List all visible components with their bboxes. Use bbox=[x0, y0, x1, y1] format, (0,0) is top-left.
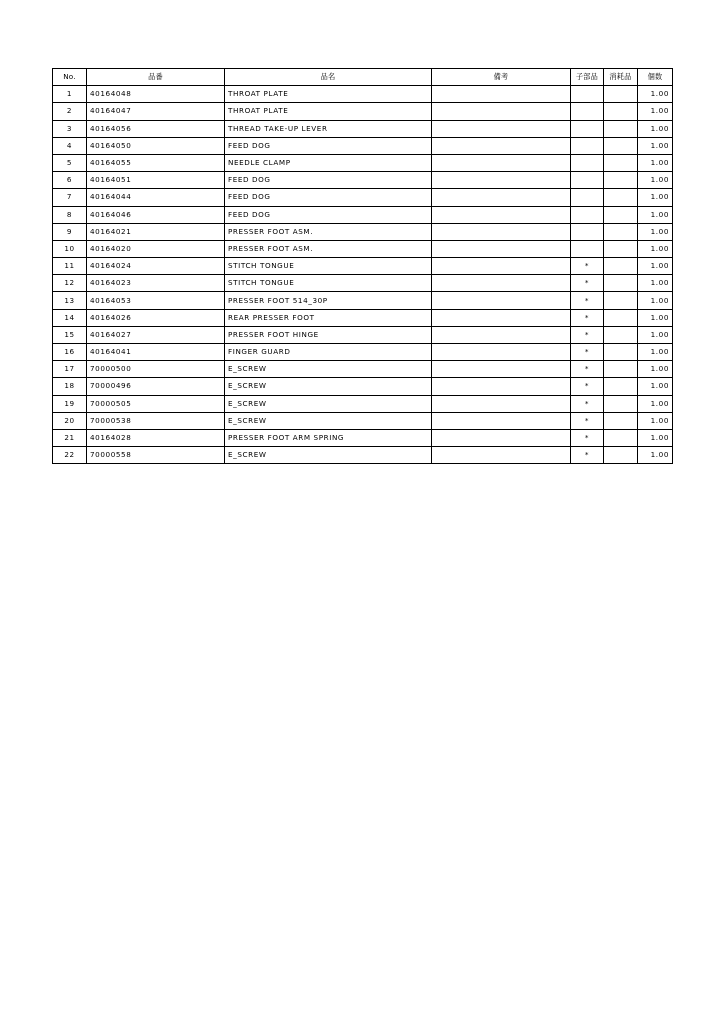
table-row bbox=[53, 429, 673, 446]
table-row bbox=[53, 361, 673, 378]
header-sub-part: 子部品 bbox=[571, 69, 604, 86]
cell-remarks bbox=[432, 344, 571, 361]
cell-remarks bbox=[432, 240, 571, 257]
cell-consumable-mark bbox=[604, 412, 638, 429]
cell-consumable-mark bbox=[604, 309, 638, 326]
cell-part-number: 70000558 bbox=[87, 447, 225, 464]
parts-list-sheet bbox=[52, 68, 672, 464]
cell-quantity: 1.00 bbox=[638, 154, 673, 171]
cell-no: 19 bbox=[53, 395, 87, 412]
cell-quantity: 1.00 bbox=[638, 361, 673, 378]
table-row bbox=[53, 86, 673, 103]
cell-part-name: FEED DOG bbox=[225, 189, 432, 206]
cell-part-number: 70000538 bbox=[87, 412, 225, 429]
cell-consumable-mark bbox=[604, 154, 638, 171]
cell-part-number: 40164053 bbox=[87, 292, 225, 309]
cell-sub-part-mark: * bbox=[571, 447, 604, 464]
cell-consumable-mark bbox=[604, 378, 638, 395]
parts-table-header bbox=[53, 69, 673, 86]
cell-part-name: PRESSER FOOT ARM SPRING bbox=[225, 429, 432, 446]
cell-remarks bbox=[432, 361, 571, 378]
cell-consumable-mark bbox=[604, 120, 638, 137]
parts-table bbox=[52, 68, 673, 464]
cell-part-number: 70000496 bbox=[87, 378, 225, 395]
table-row bbox=[53, 189, 673, 206]
table-row bbox=[53, 120, 673, 137]
parts-table-body bbox=[53, 86, 673, 464]
cell-consumable-mark bbox=[604, 395, 638, 412]
cell-part-name: STITCH TONGUE bbox=[225, 275, 432, 292]
cell-sub-part-mark bbox=[571, 103, 604, 120]
cell-part-name: PRESSER FOOT 514_30P bbox=[225, 292, 432, 309]
cell-part-number: 40164048 bbox=[87, 86, 225, 103]
cell-no: 16 bbox=[53, 344, 87, 361]
cell-sub-part-mark: * bbox=[571, 275, 604, 292]
cell-no: 5 bbox=[53, 154, 87, 171]
cell-part-name: PRESSER FOOT HINGE bbox=[225, 326, 432, 343]
cell-part-number: 40164024 bbox=[87, 258, 225, 275]
cell-quantity: 1.00 bbox=[638, 344, 673, 361]
cell-part-name: E_SCREW bbox=[225, 447, 432, 464]
cell-no: 11 bbox=[53, 258, 87, 275]
cell-consumable-mark bbox=[604, 361, 638, 378]
cell-part-number: 40164050 bbox=[87, 137, 225, 154]
cell-quantity: 1.00 bbox=[638, 223, 673, 240]
cell-no: 2 bbox=[53, 103, 87, 120]
cell-quantity: 1.00 bbox=[638, 258, 673, 275]
cell-no: 17 bbox=[53, 361, 87, 378]
cell-consumable-mark bbox=[604, 223, 638, 240]
cell-sub-part-mark: * bbox=[571, 429, 604, 446]
cell-part-number: 40164055 bbox=[87, 154, 225, 171]
cell-quantity: 1.00 bbox=[638, 326, 673, 343]
cell-no: 18 bbox=[53, 378, 87, 395]
cell-consumable-mark bbox=[604, 447, 638, 464]
cell-consumable-mark bbox=[604, 103, 638, 120]
cell-part-name: FEED DOG bbox=[225, 137, 432, 154]
cell-remarks bbox=[432, 172, 571, 189]
cell-quantity: 1.00 bbox=[638, 240, 673, 257]
table-row bbox=[53, 154, 673, 171]
cell-consumable-mark bbox=[604, 240, 638, 257]
cell-sub-part-mark bbox=[571, 206, 604, 223]
cell-sub-part-mark bbox=[571, 172, 604, 189]
cell-part-number: 40164023 bbox=[87, 275, 225, 292]
table-row bbox=[53, 172, 673, 189]
cell-remarks bbox=[432, 447, 571, 464]
cell-remarks bbox=[432, 137, 571, 154]
cell-sub-part-mark bbox=[571, 154, 604, 171]
cell-sub-part-mark: * bbox=[571, 378, 604, 395]
header-row bbox=[53, 69, 673, 86]
cell-part-name: E_SCREW bbox=[225, 395, 432, 412]
cell-consumable-mark bbox=[604, 172, 638, 189]
cell-part-name: THREAD TAKE-UP LEVER bbox=[225, 120, 432, 137]
cell-no: 15 bbox=[53, 326, 87, 343]
cell-part-number: 40164028 bbox=[87, 429, 225, 446]
cell-consumable-mark bbox=[604, 189, 638, 206]
cell-sub-part-mark bbox=[571, 120, 604, 137]
cell-remarks bbox=[432, 103, 571, 120]
cell-consumable-mark bbox=[604, 258, 638, 275]
cell-quantity: 1.00 bbox=[638, 447, 673, 464]
table-row bbox=[53, 137, 673, 154]
cell-sub-part-mark bbox=[571, 240, 604, 257]
cell-remarks bbox=[432, 223, 571, 240]
table-row bbox=[53, 412, 673, 429]
cell-part-name: PRESSER FOOT ASM. bbox=[225, 240, 432, 257]
cell-sub-part-mark: * bbox=[571, 292, 604, 309]
cell-quantity: 1.00 bbox=[638, 378, 673, 395]
cell-no: 7 bbox=[53, 189, 87, 206]
cell-consumable-mark bbox=[604, 429, 638, 446]
cell-no: 6 bbox=[53, 172, 87, 189]
cell-part-number: 70000500 bbox=[87, 361, 225, 378]
header-part-number: 品番 bbox=[87, 69, 225, 86]
cell-part-number: 40164046 bbox=[87, 206, 225, 223]
table-row bbox=[53, 447, 673, 464]
table-row bbox=[53, 292, 673, 309]
cell-part-name: THROAT PLATE bbox=[225, 86, 432, 103]
cell-consumable-mark bbox=[604, 137, 638, 154]
header-part-name: 品名 bbox=[225, 69, 432, 86]
cell-no: 20 bbox=[53, 412, 87, 429]
cell-sub-part-mark: * bbox=[571, 326, 604, 343]
cell-remarks bbox=[432, 258, 571, 275]
cell-no: 13 bbox=[53, 292, 87, 309]
cell-remarks bbox=[432, 429, 571, 446]
cell-part-name: FEED DOG bbox=[225, 172, 432, 189]
cell-part-number: 40164041 bbox=[87, 344, 225, 361]
cell-consumable-mark bbox=[604, 326, 638, 343]
cell-part-name: E_SCREW bbox=[225, 412, 432, 429]
cell-sub-part-mark bbox=[571, 223, 604, 240]
table-row bbox=[53, 240, 673, 257]
cell-remarks bbox=[432, 326, 571, 343]
cell-part-number: 40164027 bbox=[87, 326, 225, 343]
cell-remarks bbox=[432, 154, 571, 171]
cell-no: 1 bbox=[53, 86, 87, 103]
table-row bbox=[53, 309, 673, 326]
cell-no: 4 bbox=[53, 137, 87, 154]
cell-part-name: THROAT PLATE bbox=[225, 103, 432, 120]
cell-part-name: NEEDLE CLAMP bbox=[225, 154, 432, 171]
cell-consumable-mark bbox=[604, 86, 638, 103]
table-row bbox=[53, 275, 673, 292]
table-row bbox=[53, 344, 673, 361]
cell-quantity: 1.00 bbox=[638, 86, 673, 103]
cell-sub-part-mark: * bbox=[571, 344, 604, 361]
cell-remarks bbox=[432, 309, 571, 326]
cell-no: 21 bbox=[53, 429, 87, 446]
cell-quantity: 1.00 bbox=[638, 120, 673, 137]
cell-part-number: 40164020 bbox=[87, 240, 225, 257]
cell-part-number: 40164047 bbox=[87, 103, 225, 120]
cell-remarks bbox=[432, 292, 571, 309]
cell-sub-part-mark: * bbox=[571, 258, 604, 275]
cell-part-name: STITCH TONGUE bbox=[225, 258, 432, 275]
cell-quantity: 1.00 bbox=[638, 292, 673, 309]
cell-quantity: 1.00 bbox=[638, 395, 673, 412]
cell-no: 10 bbox=[53, 240, 87, 257]
cell-quantity: 1.00 bbox=[638, 103, 673, 120]
cell-consumable-mark bbox=[604, 275, 638, 292]
cell-quantity: 1.00 bbox=[638, 206, 673, 223]
cell-remarks bbox=[432, 395, 571, 412]
cell-quantity: 1.00 bbox=[638, 275, 673, 292]
cell-no: 12 bbox=[53, 275, 87, 292]
table-row bbox=[53, 378, 673, 395]
cell-remarks bbox=[432, 275, 571, 292]
cell-quantity: 1.00 bbox=[638, 412, 673, 429]
table-row bbox=[53, 326, 673, 343]
cell-sub-part-mark: * bbox=[571, 412, 604, 429]
cell-remarks bbox=[432, 120, 571, 137]
table-row bbox=[53, 206, 673, 223]
cell-part-name: E_SCREW bbox=[225, 361, 432, 378]
cell-quantity: 1.00 bbox=[638, 189, 673, 206]
cell-no: 9 bbox=[53, 223, 87, 240]
cell-remarks bbox=[432, 378, 571, 395]
cell-sub-part-mark: * bbox=[571, 395, 604, 412]
cell-part-number: 40164021 bbox=[87, 223, 225, 240]
table-row bbox=[53, 395, 673, 412]
cell-part-number: 40164026 bbox=[87, 309, 225, 326]
cell-remarks bbox=[432, 412, 571, 429]
cell-no: 8 bbox=[53, 206, 87, 223]
cell-quantity: 1.00 bbox=[638, 137, 673, 154]
cell-sub-part-mark: * bbox=[571, 309, 604, 326]
cell-remarks bbox=[432, 86, 571, 103]
cell-no: 14 bbox=[53, 309, 87, 326]
cell-part-number: 40164056 bbox=[87, 120, 225, 137]
cell-sub-part-mark: * bbox=[571, 361, 604, 378]
table-row bbox=[53, 103, 673, 120]
cell-sub-part-mark bbox=[571, 86, 604, 103]
cell-consumable-mark bbox=[604, 292, 638, 309]
cell-part-number: 40164044 bbox=[87, 189, 225, 206]
table-row bbox=[53, 258, 673, 275]
cell-part-name: FEED DOG bbox=[225, 206, 432, 223]
cell-quantity: 1.00 bbox=[638, 172, 673, 189]
cell-quantity: 1.00 bbox=[638, 309, 673, 326]
cell-sub-part-mark bbox=[571, 137, 604, 154]
header-consumable: 消耗品 bbox=[604, 69, 638, 86]
cell-part-name: FINGER GUARD bbox=[225, 344, 432, 361]
cell-no: 22 bbox=[53, 447, 87, 464]
cell-remarks bbox=[432, 189, 571, 206]
cell-part-number: 70000505 bbox=[87, 395, 225, 412]
cell-part-name: E_SCREW bbox=[225, 378, 432, 395]
cell-remarks bbox=[432, 206, 571, 223]
cell-part-number: 40164051 bbox=[87, 172, 225, 189]
cell-quantity: 1.00 bbox=[638, 429, 673, 446]
header-no: No. bbox=[53, 69, 87, 86]
cell-part-name: REAR PRESSER FOOT bbox=[225, 309, 432, 326]
header-quantity: 個数 bbox=[638, 69, 673, 86]
cell-part-name: PRESSER FOOT ASM. bbox=[225, 223, 432, 240]
cell-no: 3 bbox=[53, 120, 87, 137]
header-remarks: 備考 bbox=[432, 69, 571, 86]
cell-sub-part-mark bbox=[571, 189, 604, 206]
table-row bbox=[53, 223, 673, 240]
cell-consumable-mark bbox=[604, 206, 638, 223]
cell-consumable-mark bbox=[604, 344, 638, 361]
